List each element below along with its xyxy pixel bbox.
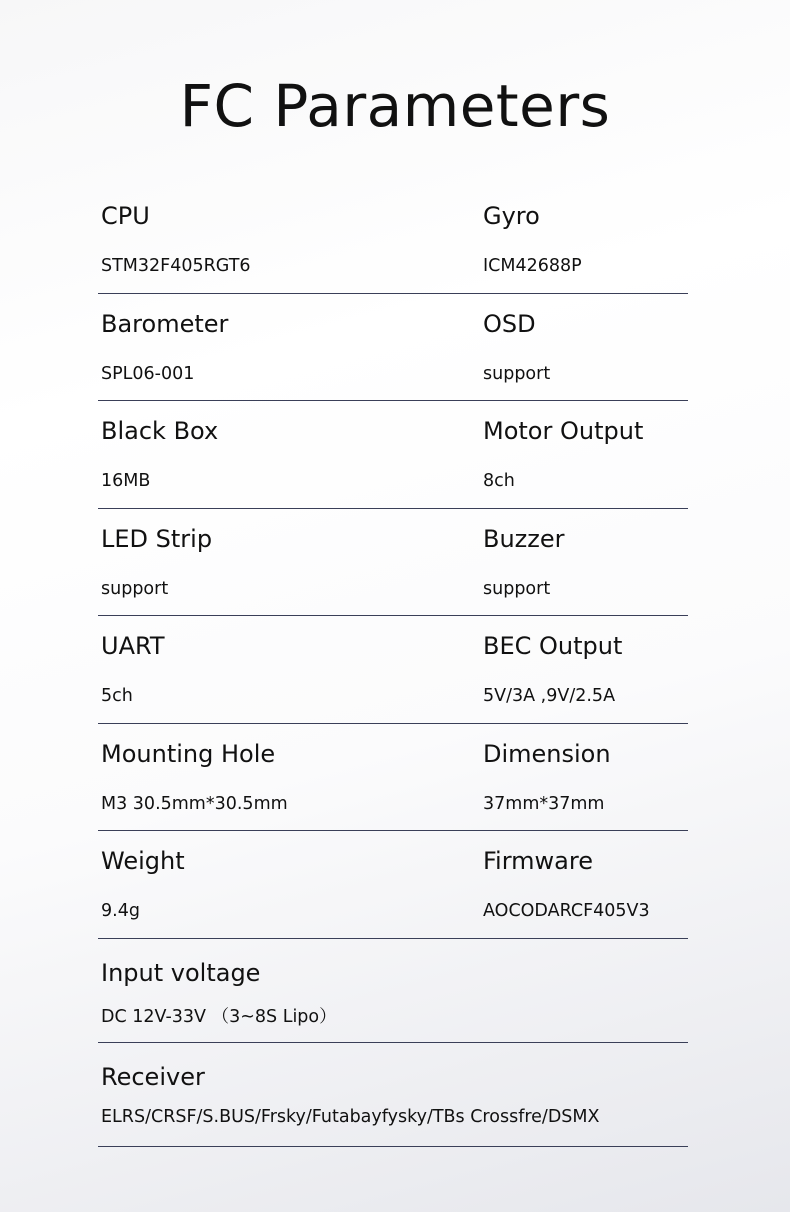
spec-value: 5ch bbox=[101, 686, 133, 706]
spec-label: UART bbox=[101, 632, 165, 660]
spec-row-input-voltage bbox=[98, 939, 688, 1043]
spec-row-cpu-gyro bbox=[98, 186, 688, 294]
spec-label: Buzzer bbox=[483, 524, 565, 553]
spec-label: LED Strip bbox=[101, 524, 213, 553]
spec-value: ELRS/CRSF/S.BUS/Frsky/Futabayfysky/TBs Crossfre/DSMX bbox=[101, 1106, 600, 1127]
spec-label: Firmware bbox=[483, 847, 593, 875]
spec-value: 16MB bbox=[101, 471, 151, 491]
spec-value: STM32F405RGT6 bbox=[101, 256, 251, 276]
spec-row-receiver bbox=[98, 1043, 688, 1147]
spec-value: support bbox=[483, 578, 551, 599]
spec-value: support bbox=[483, 363, 551, 384]
spec-label: OSD bbox=[483, 309, 536, 338]
spec-label: Mounting Hole bbox=[101, 739, 276, 768]
spec-label: Motor Output bbox=[483, 417, 644, 445]
spec-label: Receiver bbox=[101, 1062, 205, 1091]
spec-value: AOCODARCF405V3 bbox=[483, 901, 650, 921]
spec-value: M3 30.5mm*30.5mm bbox=[101, 793, 288, 814]
spec-label: CPU bbox=[101, 202, 150, 230]
spec-value: ICM42688P bbox=[483, 256, 582, 276]
spec-table bbox=[98, 186, 688, 1147]
spec-label: Weight bbox=[101, 847, 185, 875]
spec-value: 8ch bbox=[483, 471, 515, 491]
spec-value: SPL06-001 bbox=[101, 363, 195, 384]
spec-row-uart-bec bbox=[98, 616, 688, 724]
spec-value: DC 12V-33V （3~8S Lipo） bbox=[101, 1006, 337, 1027]
page-title: FC Parameters bbox=[179, 72, 611, 140]
spec-row-weight-firmware bbox=[98, 831, 688, 939]
spec-label: Dimension bbox=[483, 739, 611, 768]
spec-row-blackbox-motor bbox=[98, 401, 688, 509]
spec-row-led-buzzer bbox=[98, 509, 688, 617]
spec-value: support bbox=[101, 578, 169, 599]
spec-label: Gyro bbox=[483, 202, 540, 230]
spec-label: Input voltage bbox=[101, 958, 261, 987]
spec-value: 9.4g bbox=[101, 901, 140, 921]
spec-value: 37mm*37mm bbox=[483, 793, 605, 814]
spec-value: 5V/3A ,9V/2.5A bbox=[483, 686, 616, 706]
spec-label: Black Box bbox=[101, 417, 219, 445]
spec-label: Barometer bbox=[101, 309, 229, 338]
spec-row-barometer-osd bbox=[98, 294, 688, 402]
spec-label: BEC Output bbox=[483, 632, 623, 660]
spec-row-mounting-dimension bbox=[98, 724, 688, 832]
